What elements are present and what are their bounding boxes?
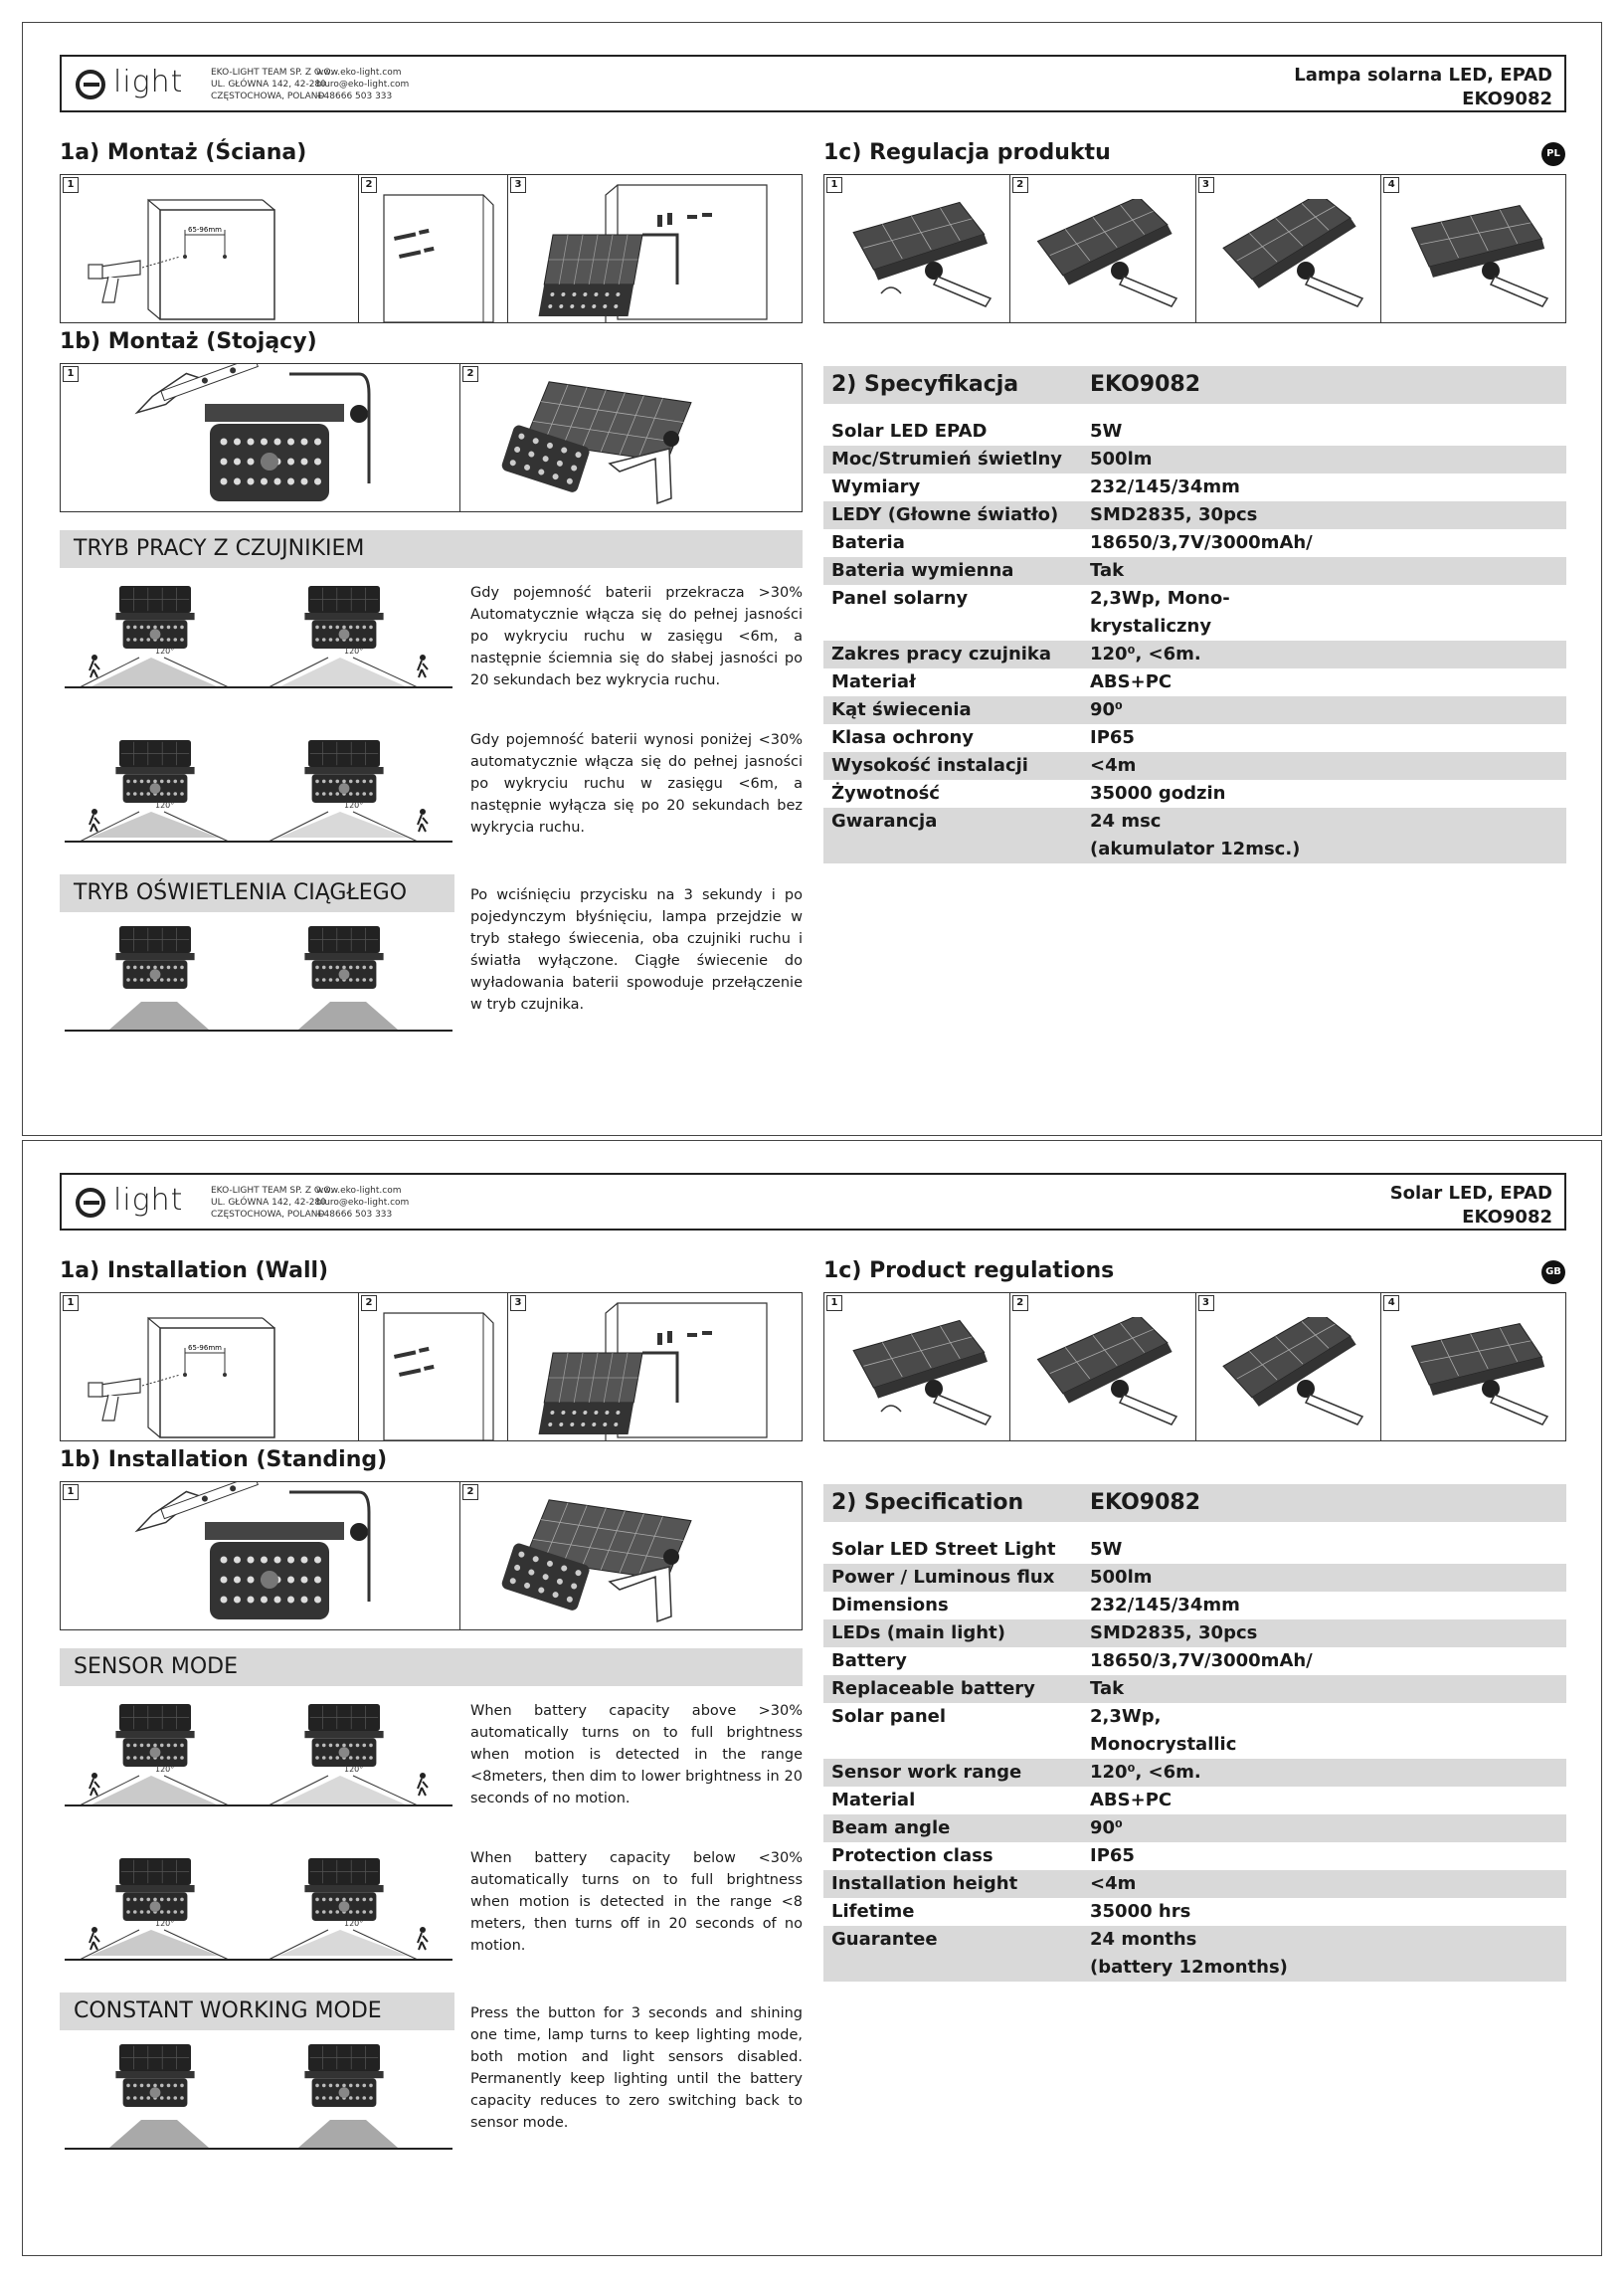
spec-value — [1090, 418, 1566, 446]
spec-value-main: 90⁰ — [1090, 1817, 1123, 1838]
step-number: 2 — [1012, 177, 1028, 193]
wall-step — [508, 1293, 804, 1440]
spec-value-extra: (battery 12months) — [1090, 1957, 1288, 1978]
spec-value — [1090, 1675, 1566, 1703]
spec-row — [823, 752, 1566, 780]
step-number: 4 — [1383, 177, 1399, 193]
spec-key: Wysokość instalacji — [831, 755, 1028, 776]
company-phone: +48666 503 333 — [316, 92, 393, 101]
sensor-mode-text-1: Gdy pojemność baterii przekracza >30% Automatycznie włącza się do pełnej jasności po wykryciu ruchu w zasięgu <6m, a następnie ściemnia się do słabej jasności po 20 sekundach bez wykrycia ruchu. — [470, 585, 803, 688]
spec-title: 2) Specyfikacja — [831, 372, 1019, 397]
spec-key: Replaceable battery — [831, 1678, 1035, 1699]
spec-title: 2) Specification — [831, 1490, 1024, 1515]
svg-text:120°: 120° — [344, 647, 364, 656]
spec-row — [823, 1564, 1566, 1592]
spec-row — [823, 1703, 1566, 1759]
product-model: EKO9082 — [1462, 89, 1552, 109]
spec-key: Guarantee — [831, 1929, 938, 1950]
spec-key: Bateria wymienna — [831, 560, 1014, 581]
spec-value-main: Tak — [1090, 560, 1125, 581]
spec-key: Beam angle — [831, 1817, 951, 1838]
spec-key: Materiał — [831, 671, 916, 692]
spec-value-main: 18650/3,7V/3000mAh/ — [1090, 1650, 1313, 1671]
step-number: 1 — [63, 177, 79, 193]
spec-row — [823, 1536, 1566, 1564]
spec-row — [823, 1870, 1566, 1898]
sensor-mode-illustration-2 — [65, 1852, 452, 1962]
spec-value-main: 35000 godzin — [1090, 783, 1226, 804]
spec-value — [1090, 529, 1566, 557]
spec-row — [823, 1592, 1566, 1619]
spec-value — [1090, 501, 1566, 529]
step-number: 1 — [826, 177, 842, 193]
spec-value — [1090, 808, 1566, 863]
language-badge: GB — [1541, 1260, 1565, 1284]
spec-value-main: <4m — [1090, 755, 1137, 776]
section-title-wall: 1a) Installation (Wall) — [60, 1258, 329, 1283]
sensor-mode-illustration-1 — [65, 580, 452, 689]
spec-value-main: 35000 hrs — [1090, 1901, 1191, 1922]
company-street: UL. GŁÓWNA 142, 42-280 — [211, 80, 326, 90]
spec-value-main: 24 msc — [1090, 811, 1162, 832]
regulation-step — [1196, 1293, 1382, 1440]
spec-value-main: 5W — [1090, 1539, 1123, 1560]
spec-value — [1090, 1870, 1566, 1898]
spec-row — [823, 501, 1566, 529]
spec-value-main: SMD2835, 30pcs — [1090, 1622, 1258, 1643]
spec-header — [823, 366, 1566, 404]
spec-value — [1090, 780, 1566, 808]
spec-key: Moc/Strumień świetlny — [831, 449, 1063, 470]
sensor-mode-text-2: When battery capacity below <30% automatically turns on to full brightness when motion is detected in the range <8 meters, then turns off in 20 seconds of no motion. — [470, 1850, 803, 1954]
spec-value — [1090, 1759, 1566, 1787]
wall-step — [508, 175, 804, 322]
spec-value — [1090, 1619, 1566, 1647]
spec-row — [823, 641, 1566, 668]
spec-value — [1090, 668, 1566, 696]
page-header — [60, 1173, 1566, 1231]
spec-value-extra: krystaliczny — [1090, 616, 1212, 637]
document-title — [1390, 1182, 1552, 1230]
page-header — [60, 55, 1566, 112]
spec-model: EKO9082 — [1090, 372, 1201, 397]
specification-table — [823, 366, 1566, 863]
spec-value-main: ABS+PC — [1090, 671, 1173, 692]
spec-row — [823, 696, 1566, 724]
step-number: 3 — [510, 1295, 526, 1311]
sensor-mode-heading: SENSOR MODE — [60, 1648, 803, 1686]
regulation-step — [824, 1293, 1010, 1440]
logo-text: light — [113, 65, 184, 99]
spec-value-main: IP65 — [1090, 1845, 1135, 1866]
sensor-mode-text-2: Gdy pojemność baterii wynosi poniżej <30% automatycznie włącza się do pełnej jasności po wykryciu ruchu w zasięgu <6m, a następnie wyłącza się po 20 sekundach bez wykrycia ruchu. — [470, 732, 803, 836]
step-number: 1 — [63, 1295, 79, 1311]
spec-value — [1090, 696, 1566, 724]
spec-row — [823, 1647, 1566, 1675]
spec-value — [1090, 1842, 1566, 1870]
sensor-mode-heading: TRYB PRACY Z CZUJNIKIEM — [60, 530, 803, 568]
spec-row — [823, 1619, 1566, 1647]
regulation-panel — [823, 1292, 1566, 1441]
constant-mode-illustration — [65, 922, 452, 1034]
eko-light-logo — [76, 65, 195, 106]
company-city: CZĘSTOCHOWA, POLAND — [211, 92, 325, 101]
regulation-step — [824, 175, 1010, 322]
spec-value-extra: Monocrystallic — [1090, 1734, 1237, 1755]
spec-value-main: 120⁰, <6m. — [1090, 1762, 1201, 1783]
spec-key: Kąt świecenia — [831, 699, 972, 720]
wall-step — [359, 1293, 508, 1440]
product-name: Lampa solarna LED, EPAD — [1294, 65, 1552, 86]
company-contact — [316, 67, 409, 102]
constant-mode-heading: CONSTANT WORKING MODE — [60, 1993, 454, 2030]
page-pl — [22, 22, 1602, 1136]
spec-value — [1090, 1647, 1566, 1675]
constant-mode-heading: TRYB OŚWIETLENIA CIĄGŁEGO — [60, 874, 454, 912]
step-number: 2 — [1012, 1295, 1028, 1311]
spec-value-main: 18650/3,7V/3000mAh/ — [1090, 532, 1313, 553]
section-title-wall: 1a) Montaż (Ściana) — [60, 140, 307, 165]
section-title-regulation: 1c) Product regulations — [823, 1258, 1115, 1283]
spec-value — [1090, 446, 1566, 474]
spec-value-main: Tak — [1090, 1678, 1125, 1699]
spec-value — [1090, 1814, 1566, 1842]
spec-row — [823, 557, 1566, 585]
wall-step — [359, 175, 508, 322]
document-title — [1294, 64, 1552, 111]
step-number: 3 — [1198, 1295, 1214, 1311]
company-city: CZĘSTOCHOWA, POLAND — [211, 1210, 325, 1220]
step-number: 3 — [1198, 177, 1214, 193]
company-address — [211, 1185, 333, 1221]
spec-value-main: 2,3Wp, Mono- — [1090, 588, 1230, 609]
section-title-regulation: 1c) Regulacja produktu — [823, 140, 1111, 165]
constant-mode-text: Po wciśnięciu przycisku na 3 sekundy i po pojedynczym błyśnięciu, lampa przejdzie w tryb stałego świecenia, oba czujniki ruchu i światła wyłączone. Ciągłe świecenie do wyładowania baterii spowoduje przełączenie w tryb czujnika. — [470, 887, 803, 1013]
svg-text:120°: 120° — [155, 1919, 175, 1928]
spec-value — [1090, 1536, 1566, 1564]
spec-key: Żywotność — [831, 783, 940, 804]
spec-key: Protection class — [831, 1845, 993, 1866]
standing-install-panel — [60, 363, 803, 512]
eko-light-logo — [76, 1183, 195, 1225]
spec-value-main: SMD2835, 30pcs — [1090, 504, 1258, 525]
constant-mode-illustration — [65, 2040, 452, 2152]
spec-key: Power / Luminous flux — [831, 1567, 1055, 1588]
step-number: 1 — [63, 366, 79, 382]
company-email: biuro@eko-light.com — [316, 80, 410, 90]
spec-value-main: 24 months — [1090, 1929, 1197, 1950]
company-web: www.eko-light.com — [316, 1186, 402, 1196]
spec-value — [1090, 1592, 1566, 1619]
spec-key: Zakres pracy czujnika — [831, 644, 1052, 664]
standing-install-panel — [60, 1481, 803, 1630]
product-model: EKO9082 — [1462, 1207, 1552, 1228]
spec-row — [823, 1814, 1566, 1842]
svg-text:120°: 120° — [344, 1919, 364, 1928]
spec-key: LEDY (Głowne światło) — [831, 504, 1059, 525]
wall-step — [61, 175, 359, 322]
step-number: 2 — [462, 366, 478, 382]
logo-text: light — [113, 1183, 184, 1218]
spec-value-main: 5W — [1090, 421, 1123, 442]
sensor-mode-text-1: When battery capacity above >30% automatically turns on to full brightness when motion is detected in the range <8meters, then dim to lower brightness in 20 seconds of no motion. — [470, 1703, 803, 1806]
svg-text:120°: 120° — [155, 801, 175, 810]
spec-value — [1090, 1898, 1566, 1926]
standing-step — [61, 364, 460, 511]
company-email: biuro@eko-light.com — [316, 1198, 410, 1208]
spec-value-main: 232/145/34mm — [1090, 476, 1240, 497]
spec-row — [823, 446, 1566, 474]
regulation-step — [1010, 175, 1196, 322]
standing-step — [460, 364, 804, 511]
spec-key: Klasa ochrony — [831, 727, 975, 748]
spec-value-extra: (akumulator 12msc.) — [1090, 839, 1301, 859]
spec-value — [1090, 557, 1566, 585]
spec-key: Sensor work range — [831, 1762, 1022, 1783]
step-number: 2 — [462, 1484, 478, 1500]
spec-key: Lifetime — [831, 1901, 915, 1922]
spec-key: Panel solarny — [831, 588, 969, 609]
spec-row — [823, 474, 1566, 501]
spec-value — [1090, 1926, 1566, 1982]
company-web: www.eko-light.com — [316, 68, 402, 78]
spec-model: EKO9082 — [1090, 1490, 1201, 1515]
page-gb — [22, 1140, 1602, 2256]
spec-header — [823, 1484, 1566, 1522]
svg-text:120°: 120° — [344, 1765, 364, 1774]
regulation-step — [1196, 175, 1382, 322]
spec-value-main: 2,3Wp, — [1090, 1706, 1162, 1727]
regulation-panel — [823, 174, 1566, 323]
sensor-mode-illustration-1 — [65, 1698, 452, 1807]
step-number: 2 — [361, 177, 377, 193]
spec-value — [1090, 1787, 1566, 1814]
spec-row — [823, 1898, 1566, 1926]
company-phone: +48666 503 333 — [316, 1210, 393, 1220]
spec-value-main: <4m — [1090, 1873, 1137, 1894]
svg-text:120°: 120° — [344, 801, 364, 810]
company-name: EKO-LIGHT TEAM SP. Z O.O. — [211, 1186, 334, 1196]
spec-value — [1090, 585, 1566, 641]
spec-row — [823, 808, 1566, 863]
company-address — [211, 67, 333, 102]
company-street: UL. GŁÓWNA 142, 42-280 — [211, 1198, 326, 1208]
spec-key: Material — [831, 1790, 916, 1810]
constant-mode-text: Press the button for 3 seconds and shining one time, lamp turns to keep lighting mode, both motion and light sensors disabled. Permanently keep lighting until the battery capacity reduces to zero switching back to sensor mode. — [470, 2005, 803, 2131]
spec-row — [823, 529, 1566, 557]
section-title-standing: 1b) Montaż (Stojący) — [60, 329, 317, 354]
spec-key: LEDs (main light) — [831, 1622, 1005, 1643]
step-number: 1 — [63, 1484, 79, 1500]
svg-text:120°: 120° — [155, 647, 175, 656]
spec-value-main: 500lm — [1090, 1567, 1153, 1588]
spec-key: Bateria — [831, 532, 905, 553]
spec-key: Wymiary — [831, 476, 921, 497]
product-name: Solar LED, EPAD — [1389, 1183, 1552, 1204]
step-number: 3 — [510, 177, 526, 193]
spec-value — [1090, 1564, 1566, 1592]
spec-value-main: 232/145/34mm — [1090, 1595, 1240, 1615]
spec-key: Battery — [831, 1650, 907, 1671]
spec-key: Solar panel — [831, 1706, 947, 1727]
spec-row — [823, 724, 1566, 752]
regulation-step — [1381, 1293, 1567, 1440]
section-title-standing: 1b) Installation (Standing) — [60, 1447, 388, 1472]
language-badge: PL — [1541, 142, 1565, 166]
regulation-step — [1381, 175, 1567, 322]
spec-key: Gwarancja — [831, 811, 938, 832]
spec-row — [823, 1759, 1566, 1787]
svg-text:65-96mm: 65-96mm — [188, 226, 222, 234]
spec-key: Solar LED EPAD — [831, 421, 988, 442]
spec-row — [823, 585, 1566, 641]
spec-value — [1090, 641, 1566, 668]
spec-row — [823, 668, 1566, 696]
spec-row — [823, 1787, 1566, 1814]
regulation-step — [1010, 1293, 1196, 1440]
standing-step — [460, 1482, 804, 1629]
svg-text:120°: 120° — [155, 1765, 175, 1774]
standing-step — [61, 1482, 460, 1629]
spec-value — [1090, 1703, 1566, 1759]
step-number: 4 — [1383, 1295, 1399, 1311]
wall-install-panel — [60, 1292, 803, 1441]
company-name: EKO-LIGHT TEAM SP. Z O.O. — [211, 68, 334, 78]
step-number: 2 — [361, 1295, 377, 1311]
step-number: 1 — [826, 1295, 842, 1311]
logo-mark-icon — [76, 1188, 105, 1218]
spec-key: Dimensions — [831, 1595, 949, 1615]
wall-install-panel — [60, 174, 803, 323]
spec-value-main: IP65 — [1090, 727, 1135, 748]
spec-row — [823, 1675, 1566, 1703]
specification-table — [823, 1484, 1566, 1982]
wall-step — [61, 1293, 359, 1440]
spec-value-main: 90⁰ — [1090, 699, 1123, 720]
spec-value-main: 120⁰, <6m. — [1090, 644, 1201, 664]
spec-value-main: ABS+PC — [1090, 1790, 1173, 1810]
spec-row — [823, 418, 1566, 446]
svg-text:65-96mm: 65-96mm — [188, 1344, 222, 1352]
spec-key: Solar LED Street Light — [831, 1539, 1056, 1560]
spec-value — [1090, 724, 1566, 752]
company-contact — [316, 1185, 409, 1221]
spec-value — [1090, 752, 1566, 780]
logo-mark-icon — [76, 70, 105, 99]
spec-key: Installation height — [831, 1873, 1018, 1894]
spec-value-main: 500lm — [1090, 449, 1153, 470]
spec-value — [1090, 474, 1566, 501]
spec-row — [823, 1842, 1566, 1870]
sensor-mode-illustration-2 — [65, 734, 452, 844]
spec-row — [823, 780, 1566, 808]
spec-row — [823, 1926, 1566, 1982]
